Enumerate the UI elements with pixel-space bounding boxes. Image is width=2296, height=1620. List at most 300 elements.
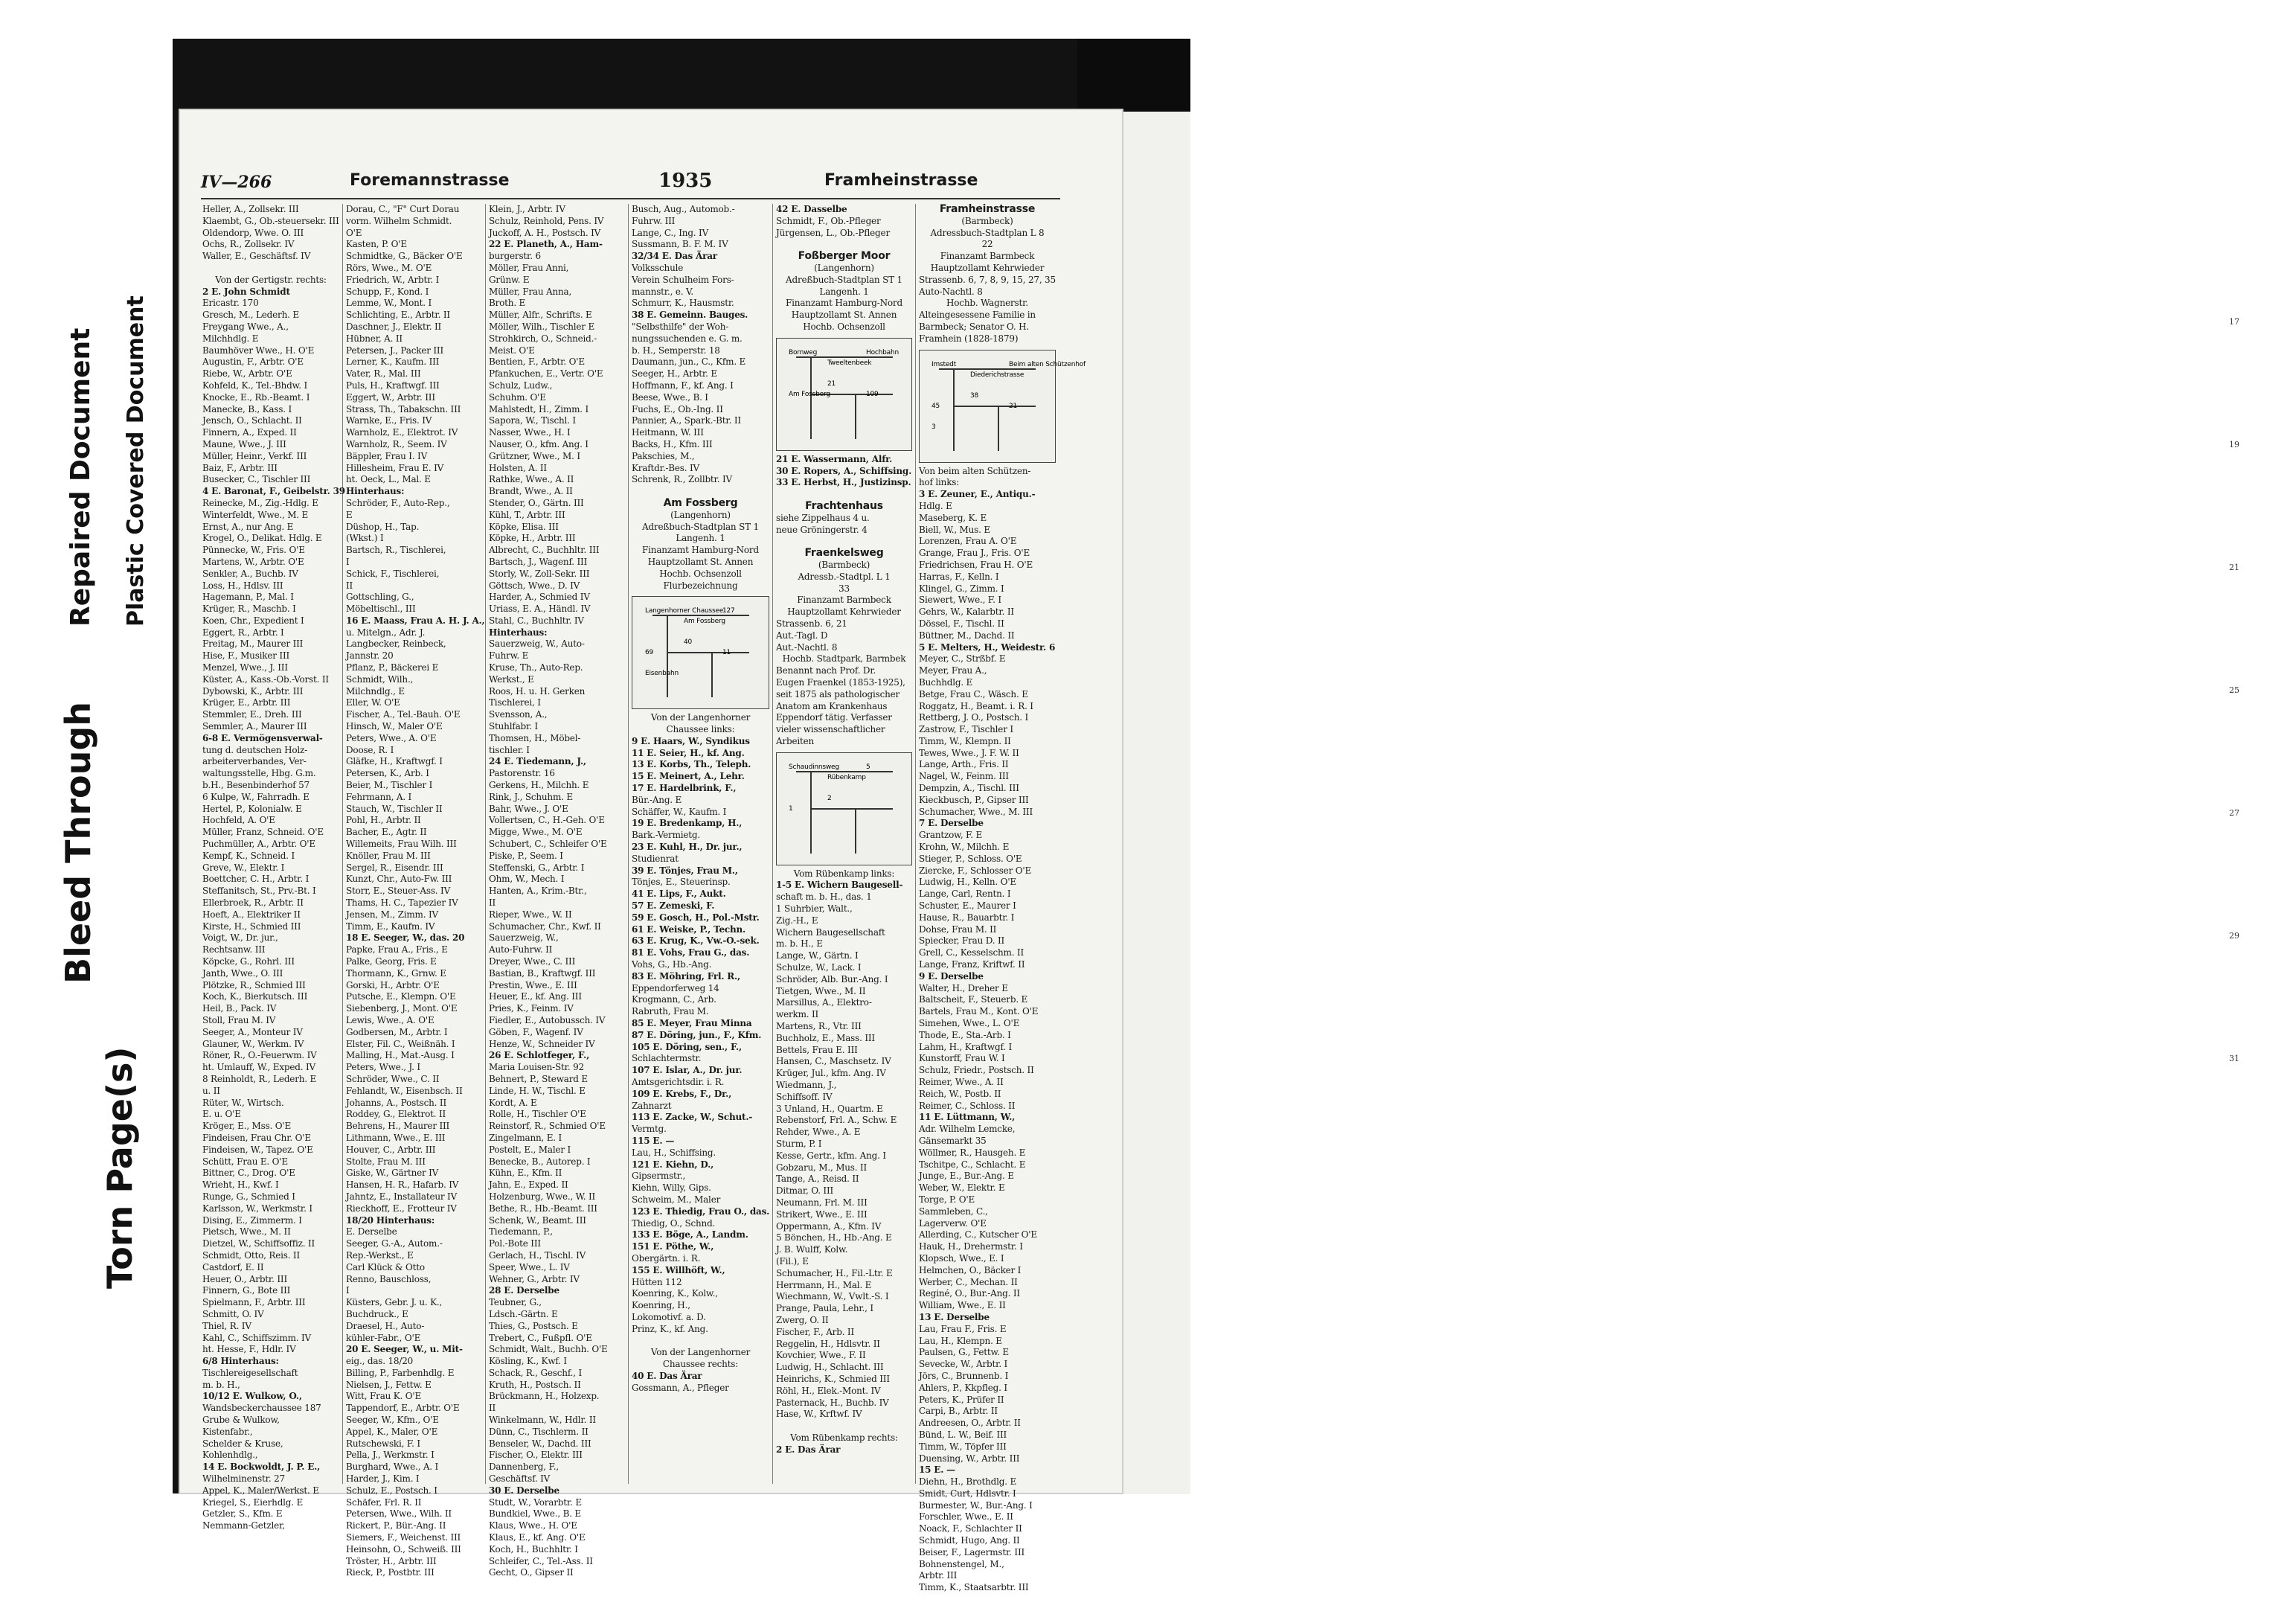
- directory-entry: Rüter, W., Wirtsch.: [202, 1097, 284, 1108]
- directory-entry: Hoffmann, F., kf. Ang. I: [632, 380, 734, 391]
- directory-entry: Grube & Wulkow,: [202, 1415, 280, 1426]
- directory-entry: Daumann, jun., C., Kfm. E: [632, 356, 746, 368]
- directory-entry: 87 E. Döring, jun., F., Kfm.: [632, 1029, 762, 1040]
- directory-entry: Adressb.-Stadtpl. L 1: [798, 571, 891, 582]
- directory-entry: Timm, W., Klempn. II: [919, 735, 1011, 746]
- directory-entry: Hütten 112: [632, 1276, 682, 1287]
- directory-entry: Thormann, K., Grnw. E: [346, 967, 446, 979]
- directory-entry: Junge, E., Bur.-Ang. E: [919, 1171, 1014, 1182]
- directory-entry: Schmitt, O. IV: [202, 1308, 264, 1319]
- directory-entry: 19 E. Bredenkamp, H.,: [632, 818, 743, 829]
- directory-entry: Kröger, E., Mss. O'E: [202, 1121, 292, 1132]
- directory-entry: Köpcke, G., Rohrl. III: [202, 956, 295, 967]
- map-label: 109: [865, 390, 879, 398]
- directory-entry: Anatom am Krankenhaus: [776, 700, 888, 711]
- directory-entry: Kahl, C., Schiffszimm. IV: [202, 1332, 312, 1343]
- directory-entry: Bacher, E., Agtr. II: [346, 827, 427, 838]
- directory-entry: Speer, Wwe., L. IV: [489, 1261, 570, 1272]
- directory-entry: Peters, K., Prüfer II: [919, 1394, 1004, 1405]
- directory-entry: Gobzaru, M., Mus. II: [776, 1162, 868, 1173]
- directory-entry: Pastorenstr. 16: [489, 768, 555, 779]
- directory-entry: Adressbuch-Stadtplan L 8: [930, 227, 1045, 238]
- directory-entry: Göben, F., Wagenf. IV: [489, 1026, 583, 1037]
- directory-entry: Schiffsoff. IV: [776, 1091, 833, 1102]
- directory-entry: Jahn, E., Exped. II: [489, 1179, 568, 1191]
- directory-entry: Timm, W., Töpfer III: [919, 1441, 1007, 1452]
- directory-entry: Draesel, H., Auto-: [346, 1320, 425, 1331]
- directory-entry: Behnert, P., Steward E: [489, 1073, 588, 1084]
- directory-entry: Stolte, Frau M. III: [346, 1156, 426, 1167]
- next-page-house-number: 29: [2229, 931, 2239, 941]
- directory-entry: Appel, K., Maler/Werkst. E: [202, 1485, 319, 1496]
- directory-entry: Burghard, Wwe., A. I: [346, 1461, 439, 1473]
- directory-entry: Thiedig, O., Schnd.: [632, 1217, 716, 1229]
- directory-entry: II: [346, 580, 353, 591]
- directory-entry: Ericastr. 170: [202, 298, 259, 309]
- directory-entry: Hauptzollamt St. Annen: [791, 310, 897, 321]
- directory-entry: Tischlerei, I: [489, 697, 541, 708]
- street-map: [919, 350, 1086, 463]
- directory-entry: Reinstorf, R., Schmied O'E: [489, 1121, 606, 1132]
- directory-entry: Werkst., E: [489, 673, 534, 685]
- directory-entry: vorm. Wilhelm Schmidt.: [346, 215, 452, 226]
- directory-entry: Gänsemarkt 35: [919, 1135, 987, 1146]
- directory-entry: Maune, Wwe., J. III: [202, 438, 286, 449]
- directory-entry: 23 E. Kuhl, H., Dr. jur.,: [632, 842, 743, 853]
- directory-entry: Vom Rübenkamp links:: [793, 868, 895, 879]
- map-label: Diederichstrasse: [970, 371, 1024, 379]
- directory-entry: Schulze, W., Lack. I: [776, 962, 862, 973]
- directory-entry: Findeisen, Frau Chr. O'E: [202, 1132, 311, 1143]
- directory-entry: Möller, Wilh., Tischler E: [489, 321, 595, 332]
- directory-entry: Schumacher, Wwe., M. III: [919, 806, 1033, 817]
- directory-entry: Heller, A., Zollsekr. III: [202, 204, 299, 214]
- directory-entry: Torge, P. O'E: [919, 1194, 975, 1205]
- directory-entry: Freitag, M., Maurer III: [202, 638, 304, 650]
- directory-entry: Gottschling, G.,: [346, 592, 414, 603]
- directory-entry: Hochfeld, A. O'E: [202, 815, 275, 826]
- directory-entry: Schröder, Wwe., C. II: [346, 1073, 440, 1084]
- directory-entry: Schumacher, Chr., Kwf. II: [489, 921, 601, 932]
- directory-entry: Finanzamt Hamburg-Nord: [642, 545, 759, 556]
- directory-entry: 123 E. Thiedig, Frau O., das.: [632, 1206, 770, 1217]
- next-page-house-number: 19: [2229, 440, 2239, 449]
- directory-entry: Witt, Frau K. O'E: [346, 1391, 422, 1402]
- directory-entry: Renno, Bauschloss,: [346, 1273, 432, 1284]
- directory-entry: 109 E. Krebs, F., Dr.,: [632, 1088, 732, 1099]
- directory-entry: Vermtg.: [632, 1124, 667, 1135]
- directory-entry: Sauerzweig, W., Auto-: [489, 638, 585, 650]
- directory-entry: Müller, Franz, Schneid. O'E: [202, 827, 324, 838]
- directory-entry: Studt, W., Vorarbtr. E: [489, 1496, 582, 1508]
- directory-entry: Wöllmer, R., Hausgeh. E: [919, 1147, 1026, 1158]
- directory-entry: Krüger, E., Arbtr. III: [202, 697, 291, 708]
- directory-entry: Adreßbuch-Stadtplan ST 1: [642, 521, 759, 532]
- directory-entry: Maria Louisen-Str. 92: [489, 1062, 584, 1073]
- directory-entry: Dorau, C., "F" Curt Dorau: [346, 204, 460, 214]
- map-drawing: [781, 757, 908, 861]
- directory-entry: Schmidt, Otto, Reis. II: [202, 1249, 300, 1261]
- directory-entry: Heinrichs, K., Schmied III: [776, 1373, 890, 1384]
- directory-entry: J. B. Wulff, Kolw.: [776, 1244, 848, 1255]
- directory-entry: Rebenstorf, Frl. A., Schw. E: [776, 1115, 897, 1126]
- directory-entry: 151 E. Pöthe, W.,: [632, 1241, 714, 1252]
- directory-entry: Nagel, W., Feinm. III: [919, 771, 1009, 782]
- directory-entry: Broth. E: [489, 298, 526, 309]
- directory-entry: Walter, H., Dreher E: [919, 982, 1008, 993]
- directory-entry: Röner, R., O.-Feuerwm. IV: [202, 1050, 317, 1061]
- directory-entry: Reinecke, M., Zig.-Hdlg. E: [202, 497, 318, 508]
- directory-entry: Freygang Wwe., A.,: [202, 321, 289, 332]
- directory-entry: Lange, W., Gärtn. I: [776, 950, 859, 961]
- directory-entry: Tietgen, Wwe., M. II: [776, 985, 866, 996]
- directory-entry: Bark.-Vermietg.: [632, 830, 701, 841]
- directory-entry: Carl Klück & Otto: [346, 1261, 425, 1272]
- directory-entry: Amtsgerichtsdir. i. R.: [632, 1077, 725, 1087]
- directory-entry: Meist. O'E: [489, 345, 535, 356]
- directory-entry: Baltscheit, F., Steuerb. E: [919, 994, 1028, 1005]
- directory-entry: waltungsstelle, Hbg. G.m.: [202, 768, 316, 779]
- directory-entry: Rieper, Wwe., W. II: [489, 909, 572, 920]
- label-repaired-document: Repaired Document: [65, 327, 96, 627]
- directory-entry: Hochb. Stadtpark, Barmbek: [782, 653, 906, 665]
- directory-entry: Klingel, G., Zimm. I: [919, 583, 1004, 594]
- directory-entry: Friedrichsen, Frau H. O'E: [919, 559, 1033, 570]
- directory-entry: Puls, H., Kraftwgf. III: [346, 380, 440, 391]
- directory-entry: arbeiterverbandes, Ver-: [202, 756, 307, 767]
- directory-entry: Finanzamt Barmbeck: [940, 251, 1035, 262]
- directory-entry: Hinsch, W., Maler O'E: [346, 721, 443, 732]
- directory-entry: Nemmann-Getzler,: [202, 1520, 285, 1531]
- directory-entry: Tischlereigesellschaft: [202, 1367, 298, 1378]
- directory-entry: 15 E. —: [919, 1464, 955, 1476]
- directory-entry: Fehrmann, A. I: [346, 791, 412, 802]
- directory-entry: 2 E. Das Ärar: [776, 1444, 841, 1455]
- directory-entry: Aut.-Tagl. D: [776, 630, 828, 641]
- directory-entry: Warnholz, R., Seem. IV: [346, 438, 447, 449]
- directory-entry: Prinz, K., kf. Ang.: [632, 1323, 708, 1334]
- directory-entry: Kruse, Th., Auto-Rep.: [489, 662, 583, 673]
- blank-line: [202, 263, 339, 275]
- directory-entry: Duensing, W., Arbtr. III: [919, 1453, 1020, 1464]
- directory-entry: Hase, W., Krftwf. IV: [776, 1409, 862, 1420]
- directory-entry: Hanten, A., Krim.-Btr.,: [489, 886, 587, 897]
- directory-entry: Geschäftsf. IV: [489, 1473, 551, 1485]
- directory-entry: Getzler, S., Kfm. E: [202, 1508, 283, 1520]
- directory-entry: II: [489, 897, 496, 909]
- directory-entry: Sussmann, B. F. M. IV: [632, 239, 728, 250]
- directory-entry: Flurbezeichnung: [663, 580, 738, 591]
- directory-entry: Finnern, A., Exped. II: [202, 427, 297, 438]
- map-label: Hochbahn: [865, 348, 899, 356]
- directory-entry: Hinterhaus:: [346, 486, 405, 497]
- directory-entry: Nielsen, J., Fettw. E: [346, 1379, 432, 1390]
- directory-entry: 1-5 E. Wichern Baugesell-: [776, 880, 903, 891]
- directory-entry: Voigt, W., Dr. jur.,: [202, 932, 278, 944]
- directory-entry: Gorski, H., Arbtr. O'E: [346, 979, 440, 990]
- directory-entry: Siemers, F., Weichenst. III: [346, 1532, 461, 1543]
- directory-entry: Andreesen, O., Arbtr. II: [919, 1418, 1021, 1429]
- directory-entry: Giske, W., Gärtner IV: [346, 1168, 439, 1179]
- directory-entry: Schweim, M., Maler: [632, 1194, 721, 1205]
- directory-entry: Frachtenhaus: [805, 499, 883, 512]
- directory-entry: Rehder, Wwe., A. E: [776, 1127, 861, 1138]
- directory-entry: 16 E. Maass, Frau A. H. J. A.,: [346, 615, 485, 626]
- directory-entry: Oldendorp, Wwe. O. III: [202, 227, 304, 238]
- page-header: [201, 168, 1060, 199]
- directory-entry: Sapora, W., Tischl. I: [489, 415, 576, 426]
- directory-entry: Storr, E., Steuer-Ass. IV: [346, 886, 451, 897]
- directory-entry: Finanzamt Barmbeck: [797, 595, 891, 606]
- directory-entry: 59 E. Gosch, H., Pol.-Mstr.: [632, 912, 760, 923]
- map-label: Tweeltenbeek: [827, 359, 871, 367]
- directory-entry: Noack, F., Schlachter II: [919, 1523, 1022, 1534]
- directory-entry: Harder, A., Schmied IV: [489, 592, 590, 603]
- directory-entry: Müller, Heinr., Verkf. III: [202, 450, 307, 461]
- blank-line: [776, 1421, 912, 1432]
- directory-entry: 5 E. Melters, H., Weidestr. 6: [919, 641, 1056, 653]
- first-street-header: Foremannstrasse: [350, 171, 510, 190]
- map-label: Am Fossberg: [788, 390, 830, 398]
- directory-entry: Bartsch, R., Tischlerei,: [346, 545, 446, 556]
- directory-entry: Lahm, H., Kraftwgf. I: [919, 1041, 1013, 1052]
- directory-entry: Aut.-Nachtl. 8: [776, 641, 838, 653]
- directory-entry: Göttsch, Wwe., D. IV: [489, 580, 580, 591]
- directory-entry: Buchholz, E., Mass. III: [776, 1032, 875, 1043]
- directory-entry: (Barmbeck): [961, 215, 1013, 226]
- directory-entry: Winkelmann, W., Hdlr. II: [489, 1415, 596, 1426]
- map-roads: [652, 615, 749, 697]
- directory-entry: Pella, J., Werkmstr. I: [346, 1450, 434, 1461]
- directory-entry: Weber, W., Elektr. E: [919, 1182, 1005, 1194]
- directory-entry: Heil, B., Pack. IV: [202, 1003, 277, 1014]
- directory-entry: m. b. H.,: [202, 1379, 240, 1390]
- map-label: Imstedt: [931, 360, 957, 368]
- directory-entry: Trebert, C., Fußpfl. O'E: [489, 1332, 592, 1343]
- directory-entry: Strassenb. 6, 7, 8, 9, 15, 27, 35: [919, 274, 1056, 285]
- directory-entry: Chaussee links:: [666, 724, 735, 735]
- directory-entry: Obergärtn. i. R.: [632, 1252, 701, 1264]
- directory-entry: 18 E. Seeger, W., das. 20: [346, 932, 465, 944]
- directory-entry: Lithmann, Wwe., E. III: [346, 1132, 446, 1143]
- directory-entry: 30 E. Derselbe: [489, 1485, 559, 1496]
- directory-entry: Klaembt, G., Ob.-steuersekr. III: [202, 215, 339, 226]
- page-number: IV—266: [201, 173, 272, 192]
- directory-entry: Schick, F., Tischlerei,: [346, 568, 440, 579]
- blank-line: [632, 486, 769, 498]
- directory-entry: siehe Zippelhaus 4 u.: [776, 512, 870, 523]
- directory-entry: 11 E. Lüttmann, W.,: [919, 1112, 1016, 1123]
- directory-entry: Arbeiten: [776, 735, 815, 746]
- directory-entry: Kieckbusch, P., Gipser III: [919, 794, 1029, 805]
- directory-entry: Senkler, A., Buchb. IV: [202, 568, 298, 579]
- directory-entry: Ochs, R., Zollsekr. IV: [202, 239, 295, 250]
- directory-entry: Buchhdlg. E: [919, 676, 973, 688]
- directory-entry: Knocke, E., Rb.-Beamt. I: [202, 391, 310, 403]
- directory-entry: 22 E. Planeth, A., Ham-: [489, 239, 603, 250]
- directory-entry: Marsillus, A., Elektro-: [776, 997, 872, 1008]
- directory-entry: Thomsen, H., Möbel-: [489, 732, 581, 743]
- directory-entry: Langenh. 1: [676, 533, 725, 544]
- directory-entry: Putsche, E., Klempn. O'E: [346, 991, 456, 1002]
- directory-entry: 13 E. Derselbe: [919, 1311, 990, 1322]
- directory-entry: Friedrich, W., Arbtr. I: [346, 274, 440, 285]
- directory-entry: Stuhlfabr. I: [489, 721, 539, 732]
- directory-entry: Rutschewski, F. I: [346, 1438, 420, 1449]
- directory-entry: Tewes, Wwe., J. F. W. II: [919, 747, 1019, 758]
- directory-entry: Adreßbuch-Stadtplan ST 1: [786, 274, 902, 285]
- directory-entry: Schröder, Alb. Bur.-Ang. I: [776, 973, 888, 985]
- directory-entry: Maseberg, K. E: [919, 512, 987, 523]
- directory-entry: Schlichting, E., Arbtr. II: [346, 310, 450, 321]
- directory-entry: Jensen, M., Zimm. IV: [346, 909, 438, 920]
- directory-entry: Hochb. Ochsenzoll: [803, 321, 885, 332]
- directory-entry: Jensch, O., Schlacht. II: [202, 415, 302, 426]
- directory-entry: 8 Reinholdt, R., Lederh. E: [202, 1073, 317, 1084]
- directory-entry: 28 E. Derselbe: [489, 1285, 559, 1296]
- directory-entry: Fuhrw. III: [632, 215, 676, 226]
- directory-entry: Knöller, Frau M. III: [346, 850, 431, 861]
- directory-entry: Dising, E., Zimmerm. I: [202, 1214, 302, 1226]
- directory-entry: Kühl, T., Arbtr. III: [489, 509, 565, 520]
- directory-entry: E. Derselbe: [346, 1226, 397, 1238]
- directory-entry: Kasten, P. O'E: [346, 239, 407, 250]
- directory-entry: Doose, R. I: [346, 744, 394, 755]
- next-page-house-number: 25: [2229, 685, 2239, 695]
- directory-entry: 3 E. Zeuner, E., Antiqu.-: [919, 489, 1036, 500]
- directory-entry: Ernst, A., nur Ang. E: [202, 521, 294, 532]
- directory-entry: Lemme, W., Mont. I: [346, 298, 432, 309]
- directory-entry: Klaus, E., kf. Ang. O'E: [489, 1532, 586, 1543]
- directory-entry: 83 E. Möhring, Frl. R.,: [632, 970, 741, 982]
- directory-entry: Steffenski, G., Arbtr. I: [489, 862, 585, 873]
- directory-entry: Küsters, Gebr. J. u. K.,: [346, 1297, 443, 1308]
- directory-entry: Gecht, O., Gipser II: [489, 1567, 574, 1578]
- directory-entry: Sauerzweig, W.,: [489, 932, 559, 944]
- directory-entry: Eugen Fraenkel (1853-1925),: [776, 676, 905, 688]
- directory-entry: Helmchen, O., Bäcker I: [919, 1264, 1022, 1275]
- directory-entry: Busch, Aug., Automob.-: [632, 204, 735, 214]
- directory-entry: Pfankuchen, E., Vertr. O'E: [489, 368, 603, 380]
- directory-entry: Klaus, Wwe., H. O'E: [489, 1520, 577, 1531]
- directory-entry: Schuster, E., Maurer I: [919, 900, 1016, 912]
- blank-line: [776, 239, 912, 251]
- map-label: 40: [683, 638, 692, 647]
- directory-entry: Lange, C., Ing. IV: [632, 227, 709, 238]
- directory-entry: 15 E. Meinert, A., Lehr.: [632, 771, 745, 782]
- street-map: [776, 338, 912, 451]
- directory-entry: Ditmar, O. III: [776, 1185, 834, 1197]
- map-label: 45: [931, 402, 940, 410]
- directory-entry: Eggert, W., Arbtr. III: [346, 391, 435, 403]
- directory-entry: 33: [838, 583, 850, 594]
- directory-entry: 39 E. Tönjes, Frau M.,: [632, 865, 738, 876]
- column-5: [773, 204, 916, 1484]
- directory-entry: Appel, K., Maler, O'E: [346, 1426, 438, 1437]
- directory-entry: Schupp, F., Kond. I: [346, 286, 429, 297]
- street-map: [776, 752, 912, 865]
- directory-entry: Storly, W., Zoll-Sekr. III: [489, 568, 590, 579]
- directory-entry: Ludwig, H., Kelln. O'E: [919, 877, 1016, 888]
- directory-entry: William, Wwe., E. II: [919, 1300, 1006, 1311]
- directory-entry: Greve, W., Elektr. I: [202, 862, 285, 873]
- directory-entry: tung d. deutschen Holz-: [202, 744, 307, 755]
- directory-entry: Menzel, Wwe., J. III: [202, 662, 288, 673]
- directory-entry: Müller, Alfr., Schrifts. E: [489, 310, 592, 321]
- directory-entry: Rink, J., Schuhm. E: [489, 791, 573, 802]
- directory-entry: Dössel, F., Tischl. II: [919, 618, 1004, 629]
- directory-entry: Reimer, Wwe., A. II: [919, 1077, 1004, 1087]
- directory-entry: Fehlandt, W., Eisenbsch. II: [346, 1085, 463, 1096]
- directory-entry: (Wkst.) I: [346, 533, 384, 544]
- directory-entry: Von beim alten Schützen-: [919, 465, 1031, 476]
- directory-entry: Pol.-Bote III: [489, 1238, 541, 1249]
- directory-entry: Langenh. 1: [819, 286, 869, 297]
- directory-entry: Spiecker, Frau D. II: [919, 935, 1005, 947]
- directory-entry: Kunstorff, Frau W. I: [919, 1053, 1005, 1064]
- directory-entry: Sturm, P. I: [776, 1139, 822, 1150]
- directory-entry: Kraftdr.-Bes. IV: [632, 462, 700, 473]
- directory-entry: Möller, Frau Anni,: [489, 262, 569, 273]
- directory-entry: Pakschies, M.,: [632, 450, 695, 461]
- directory-entry: Mahlstedt, H., Zimm. I: [489, 403, 589, 414]
- directory-entry: Grantzow, F. E: [919, 830, 983, 841]
- directory-entry: Dybowski, K., Arbtr. III: [202, 685, 304, 697]
- directory-entry: Siebenberg, J., Mont. O'E: [346, 1003, 458, 1014]
- directory-entry: Teubner, G.,: [489, 1297, 542, 1308]
- column-6: [916, 203, 1086, 1593]
- directory-entry: 10/12 E. Wulkow, O.,: [202, 1391, 302, 1402]
- directory-entry: Jürgensen, L., Ob.-Pfleger: [776, 227, 890, 238]
- directory-entry: Strassenb. 6, 21: [776, 618, 847, 629]
- directory-entry: schaft m. b. H., das. 1: [776, 891, 872, 903]
- map-label: 21: [827, 380, 836, 388]
- directory-entry: Brückmann, H., Holzexp.: [489, 1391, 600, 1402]
- map-label: Eisenbahn: [644, 670, 679, 678]
- directory-entry: Lewis, Wwe., A. O'E: [346, 1014, 434, 1025]
- directory-entry: "Selbsthilfe" der Woh-: [632, 321, 729, 332]
- directory-entry: Meyer, Frau A.,: [919, 665, 987, 676]
- directory-entry: Heuer, E., kf. Ang. III: [489, 991, 582, 1002]
- directory-entry: Dempzin, A., Tischl. III: [919, 783, 1019, 794]
- map-label: 38: [970, 391, 979, 400]
- directory-entry: Auto-Fuhrw. II: [489, 944, 553, 955]
- directory-entry: Schulz, Reinhold, Pens. IV: [489, 215, 604, 226]
- map-label: Am Fossberg: [683, 618, 725, 626]
- directory-entry: Schlachtermstr.: [632, 1053, 702, 1064]
- directory-entry: Harras, F., Kelln. I: [919, 571, 999, 582]
- map-label: 11: [722, 649, 731, 657]
- directory-entry: Bundkiel, Wwe., B. E: [489, 1508, 581, 1520]
- directory-entry: 121 E. Kiehn, D.,: [632, 1159, 714, 1170]
- directory-entry: Schäfer, Frl. R. II: [346, 1496, 422, 1508]
- directory-entry: Dünn, C., Tischlerm. II: [489, 1426, 589, 1437]
- directory-entry: 38 E. Gemeinn. Bauges.: [632, 310, 748, 321]
- directory-entry: Kohlenhdlg.,: [202, 1450, 258, 1461]
- directory-entry: Rettberg, J. O., Postsch. I: [919, 712, 1029, 723]
- directory-entry: Hauptzollamt St. Annen: [647, 556, 754, 567]
- directory-entry: 41 E. Lips, F., Aukt.: [632, 889, 726, 900]
- directory-entry: Finanzamt Hamburg-Nord: [786, 298, 902, 309]
- directory-entry: Rabruth, Frau M.: [632, 1006, 709, 1017]
- directory-entry: 40 E. Das Ärar: [632, 1370, 702, 1381]
- directory-entry: Hauk, H., Drehermstr. I: [919, 1241, 1023, 1252]
- directory-entry: Klein, J., Arbtr. IV: [489, 204, 565, 214]
- label-bleed-through: Bleed Through: [58, 701, 98, 984]
- directory-entry: werkm. II: [776, 1009, 819, 1020]
- directory-entry: Bäppler, Frau I. IV: [346, 450, 428, 461]
- directory-entry: Lagerverw. O'E: [919, 1217, 987, 1229]
